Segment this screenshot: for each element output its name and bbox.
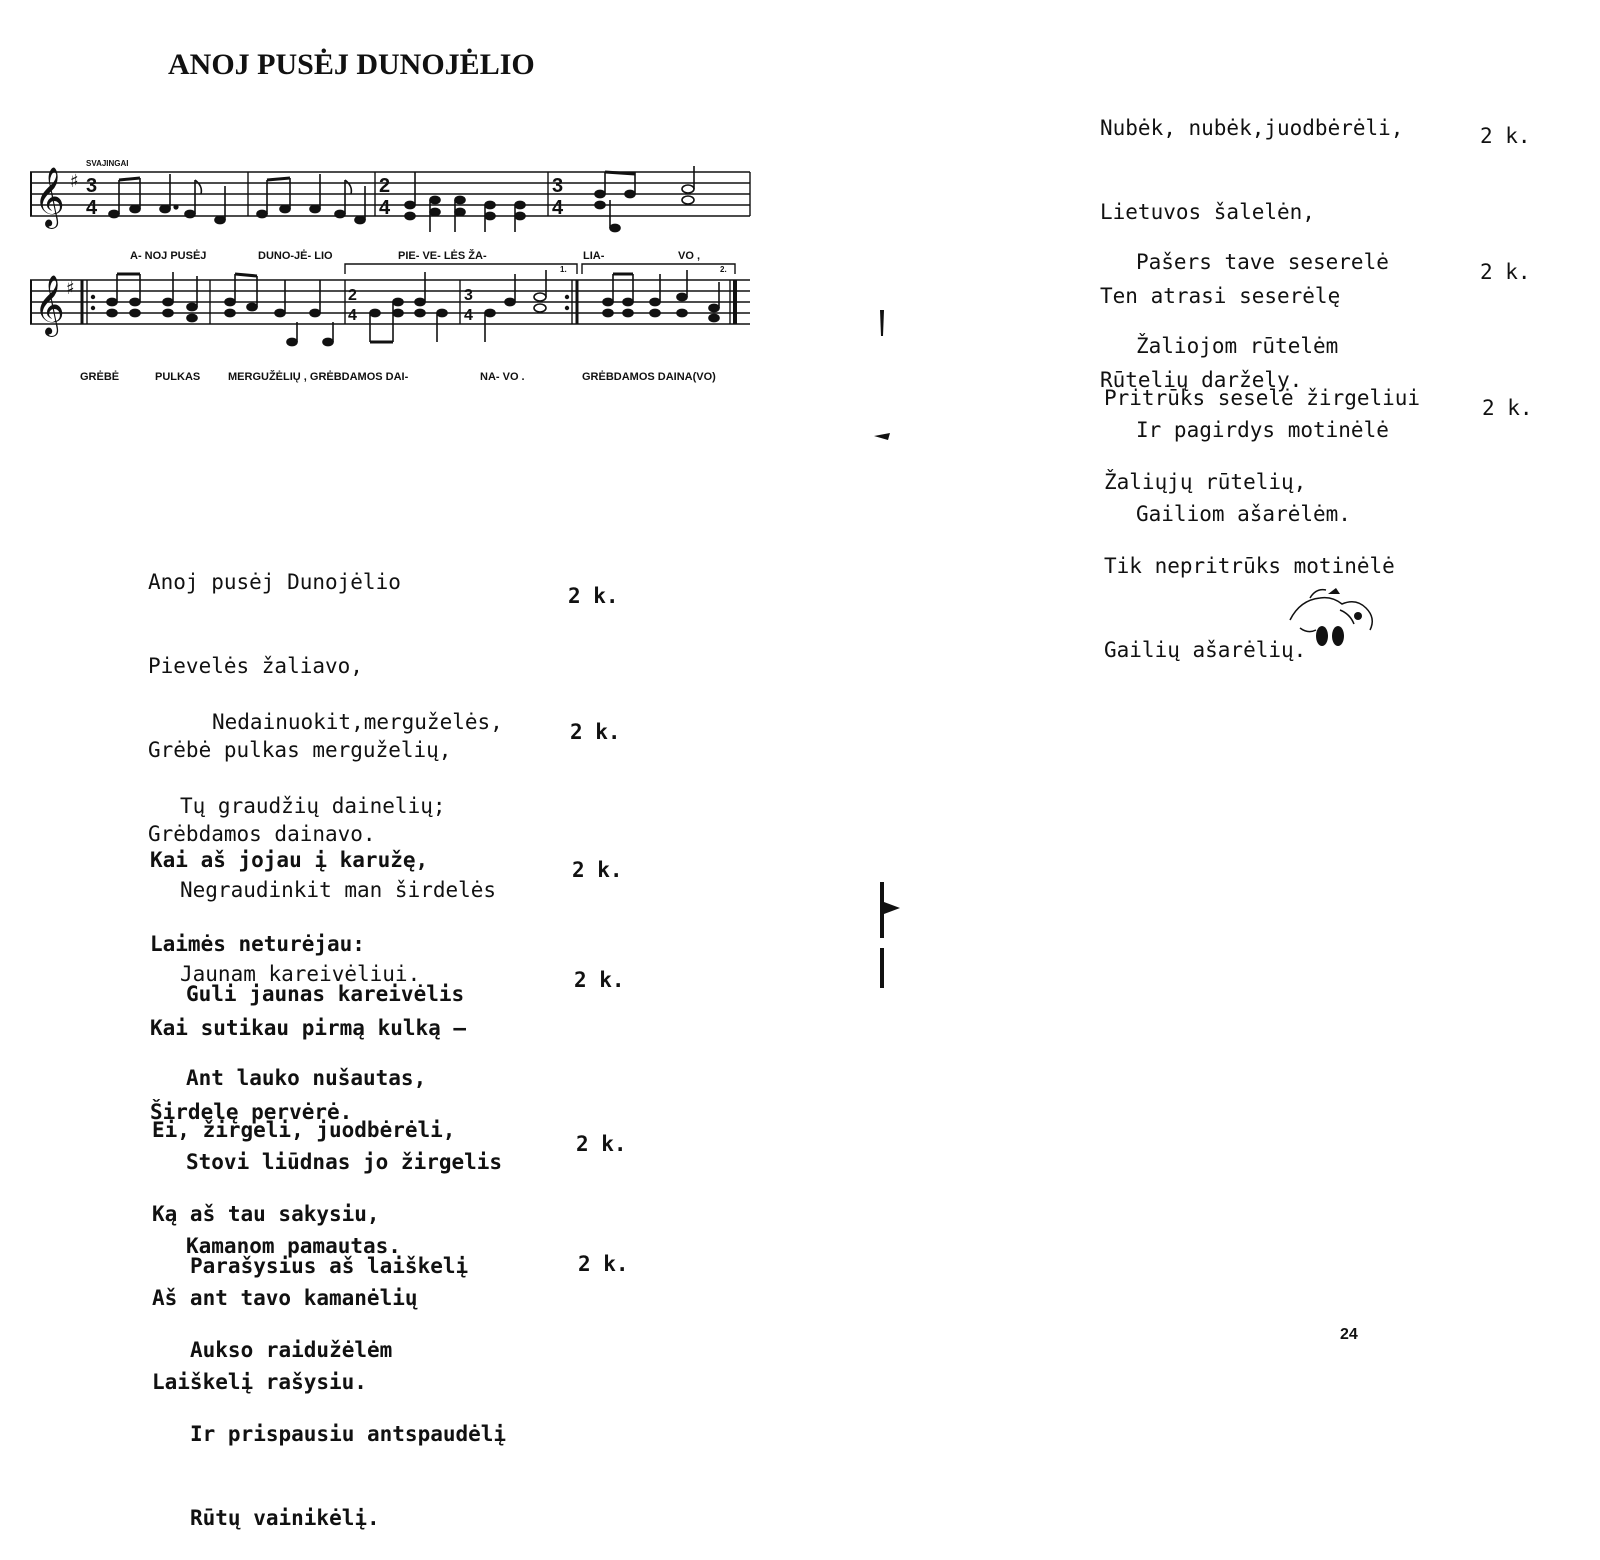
lyric-row2-1: GRĖBĖ [80, 371, 120, 383]
svg-text:♯: ♯ [66, 278, 75, 299]
stanza-line: Tų graudžių dainelių; [180, 794, 446, 818]
stanza-line: Pievelės žaliavo, [148, 654, 363, 678]
decorative-figure-icon [1280, 580, 1390, 660]
stanza-line: Pritrūks seselė žirgeliui [1104, 386, 1421, 410]
notes-staff-2 [107, 270, 719, 346]
time-signature-4-top: 2 [348, 287, 357, 304]
stanza-line: Grėbdamos dainavo. [148, 822, 376, 846]
stanza-line: Kai aš jojau į karužę, [150, 848, 429, 872]
stanza-line: Jaunam kareivėliui. [180, 962, 421, 986]
volta-2-label: 2. [720, 265, 727, 274]
lyric-row1-3: PIE- VE- LĖS ŽA- [398, 250, 487, 262]
time-signature-5-bottom: 4 [464, 307, 473, 324]
stanza-line: Tik nepritrūks motinėlė [1104, 554, 1395, 578]
notes-staff-1 [109, 166, 694, 232]
svg-text:♯: ♯ [70, 171, 79, 192]
stanza-line: Žaliųjų rūtelių, [1104, 470, 1307, 494]
lyric-row2-2: PULKAS [155, 371, 201, 383]
stanza-line: Rūtelių darželу. [1100, 368, 1303, 392]
page-number: 24 [1340, 1326, 1358, 1343]
repeat-marker: 2 k. [1480, 124, 1531, 148]
lyric-row2-4: NA- VO . [480, 371, 525, 383]
stanza-line: Aš ant tavo kamanėlių [152, 1286, 418, 1310]
lyric-row1-5: VO , [678, 250, 701, 262]
time-signature-3-bottom: 4 [552, 197, 564, 219]
repeat-marker: 2 k. [1480, 260, 1531, 284]
stanza-line: Žaliojom rūtelėm [1136, 334, 1339, 358]
stanza-line: Stovi liūdnas jo žirgelis [186, 1150, 503, 1174]
volta-1-label: 1. [560, 265, 567, 274]
stanza-line: Laimės neturėjau: [150, 932, 365, 956]
stanza-line: Pašers tave seserelė [1136, 250, 1389, 274]
repeat-marker: 2 k. [574, 968, 625, 992]
repeat-marker: 2 k. [572, 858, 623, 882]
stanza-line: Kai sutikau pirmą kulką – [150, 1016, 467, 1040]
lyric-row1-1: A- NOJ PUSĖJ [130, 250, 207, 262]
svg-text:𝄞: 𝄞 [34, 167, 65, 227]
time-signature-1-bottom: 4 [86, 197, 98, 219]
stanza-line: Grėbė pulkas merguželių, [148, 738, 452, 762]
stanza-line: Ant lauko nušautas, [186, 1066, 427, 1090]
time-signature-4-bottom: 4 [348, 307, 357, 324]
time-signature-3-top: 3 [552, 175, 564, 197]
stanza-line: Rūtų vainikėlį. [190, 1506, 380, 1530]
stanza-line: Nedainuokit,merguželės, [212, 710, 503, 734]
stanza-line: Gailių ašarėlių. [1104, 638, 1307, 662]
repeat-marker: 2 k. [578, 1252, 629, 1276]
stanza-line: Ir pagirdys motinėlė [1136, 418, 1389, 442]
repeat-marker: 2 k. [568, 584, 619, 608]
repeat-marker: 2 k. [1482, 396, 1533, 420]
time-signature-5-top: 3 [464, 287, 473, 304]
stanza-line: Parašysius aš laiškelį [190, 1254, 469, 1278]
stanza-line: Aukso raidužėlėm [190, 1338, 393, 1362]
stanza-line: Guli jaunas kareivėlis [186, 982, 465, 1006]
time-signature-2-top: 2 [379, 175, 391, 197]
svg-text:𝄞: 𝄞 [34, 275, 65, 335]
lyric-row2-5: GRĖBDAMOS DAINA(VO) [582, 371, 716, 383]
scan-artifact [876, 880, 904, 990]
stanza-line: Kamanom pamautas. [186, 1234, 401, 1258]
stanza-line: Ką aš tau sakysiu, [152, 1202, 380, 1226]
stanza-line: Ten atrasi seserėlę [1100, 284, 1341, 308]
stanza-line: Širdelę pervėrė. [150, 1100, 353, 1124]
time-signature-1-top: 3 [86, 175, 98, 197]
lyric-row1-2: DUNO-JĖ- LIO [258, 250, 333, 262]
tempo-marking: SVAJINGAI [86, 159, 129, 168]
repeat-marker: 2 k. [570, 720, 621, 744]
stanza-6 [190, 1196, 506, 1560]
scan-artifact [872, 430, 892, 442]
page-title: ANOJ PUSĖJ DUNOJĖLIO [168, 48, 535, 81]
stanza-line: Laiškelį rašysiu. [152, 1370, 367, 1394]
stanza-line: Lietuvos šalelėn, [1100, 200, 1315, 224]
lyric-row2-3: MERGUŽĖLIŲ , GRĖBDAMOS DAI- [228, 371, 409, 383]
stanza-line: Anoj pusėj Dunojėlio [148, 570, 401, 594]
stanza-line: Gailiom ašarėlėm. [1136, 502, 1351, 526]
stanza-line: Ir prispausiu antspaudėlį [190, 1422, 507, 1446]
stanza-line: Negraudinkit man širdelės [180, 878, 497, 902]
stanza-line: Nubėk, nubėk,juodbėrėli, [1100, 116, 1404, 140]
scan-artifact [876, 308, 888, 338]
music-score [30, 152, 770, 392]
stanza-line: Ei, žirgeli, juodbėrėli, [152, 1118, 456, 1142]
lyric-row1-4: LIA- [583, 250, 605, 262]
repeat-marker: 2 k. [576, 1132, 627, 1156]
time-signature-2-bottom: 4 [379, 197, 391, 219]
